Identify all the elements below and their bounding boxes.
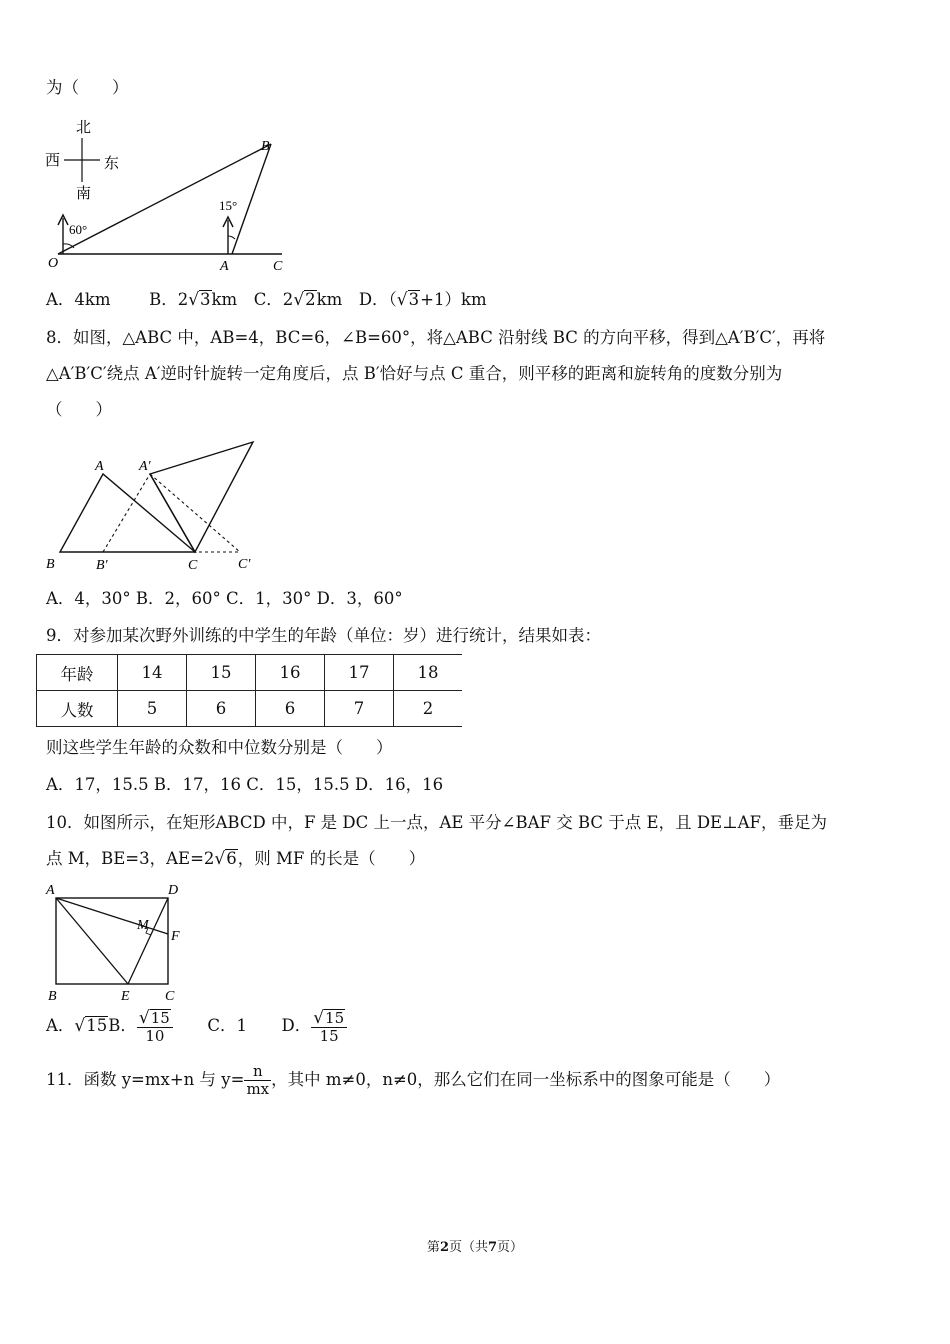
point-c-label: C <box>188 558 198 573</box>
q10-option-a: A．√15 <box>46 1016 108 1036</box>
q8-options: A．4，30° B．2，60° C．1，30° D．3，60° <box>46 589 403 608</box>
table-cell: 14 <box>118 655 187 691</box>
q10-option-d: D． $\frac{√15}{15}$ <box>281 1016 347 1035</box>
point-f-label: F <box>171 929 180 944</box>
table-cell: 17 <box>325 655 394 691</box>
q7-option-d: D．（√3+1）km <box>358 290 487 310</box>
point-a-label: A <box>220 259 229 274</box>
q10-option-b: B． $\frac{√15}{10}$ <box>108 1016 173 1035</box>
point-b-label: B <box>48 989 57 1004</box>
q8-line-2: △A′B′C′绕点 A′逆时针旋转一定角度后，点 B′恰好与点 C 重合，则平移的距离和旋转角的度数分别为 <box>46 364 783 383</box>
q8-line-3: （ ） <box>46 400 112 419</box>
point-c-label: C <box>165 989 175 1004</box>
q10-line-2: 点 M，BE=3，AE=2√6，则 MF 的长是（ ） <box>46 849 426 869</box>
q7-intro: 为（ ） <box>46 78 129 97</box>
triangle-a-prime-b-prime-c-prime <box>103 474 240 552</box>
page-footer: 第2页（共7页） <box>426 1240 524 1255</box>
table-cell: 16 <box>256 655 325 691</box>
q7-option-c: C．2√2km <box>253 290 343 310</box>
q7-option-a: A．4km <box>46 290 111 309</box>
q10-figure <box>40 880 190 1005</box>
point-a-label: A <box>95 459 104 474</box>
q10-line-1: 10．如图所示，在矩形ABCD 中，F 是 DC 上一点，AE 平分∠BAF 交 BC 于点 E，且 DE⊥AF，垂足为 <box>46 813 827 832</box>
point-o-label: O <box>48 256 59 271</box>
q8-line-1: 8．如图，△ABC 中，AB=4，BC=6，∠B=60°，将△ABC 沿射线 BC 的方向平移，得到△A′B′C′，再将 <box>46 328 826 347</box>
q7-option-b: B．2√3km <box>149 290 238 310</box>
triangle-abc <box>60 474 195 552</box>
point-c-label: C <box>273 259 283 274</box>
q9-options: A．17，15.5 B．17，16 C．15，15.5 D．16，16 <box>46 775 444 794</box>
triangle-rotated <box>150 442 253 552</box>
age-table <box>36 654 462 727</box>
compass-south: 南 <box>76 186 92 202</box>
point-d-label: D <box>168 883 179 898</box>
page-number: 2 <box>439 1240 449 1255</box>
q10-options <box>46 1006 347 1046</box>
angle-60-label: 60° <box>69 222 88 237</box>
point-a-prime-label: A′ <box>139 459 151 474</box>
q9-stem: 9．对参加某次野外训练的中学生的年龄（单位：岁）进行统计，结果如表： <box>46 626 601 645</box>
table-cell: 5 <box>118 691 187 727</box>
compass-icon <box>64 138 100 182</box>
q8-figure <box>40 434 270 574</box>
table-header-age: 年龄 <box>37 655 118 691</box>
q7-options <box>46 289 487 311</box>
page-total: 7 <box>488 1240 498 1255</box>
q7-figure <box>40 112 290 274</box>
table-header-count: 人数 <box>37 691 118 727</box>
table-row <box>37 655 463 691</box>
point-e-label: E <box>121 989 130 1004</box>
point-b-label: B <box>46 557 55 572</box>
point-b-label: B <box>261 139 270 154</box>
point-m-label: M <box>137 918 149 933</box>
table-cell: 18 <box>394 655 463 691</box>
table-row <box>37 691 463 727</box>
table-cell: 2 <box>394 691 463 727</box>
point-a-label: A <box>46 883 55 898</box>
q11-stem: 11．函数 y=mx+n 与 y= $\frac{n}{mx}$ ，其中 m≠0，n≠0，那么它们在同一坐标系中的图象可能是（ ） <box>46 1062 781 1098</box>
angle-15-label: 15° <box>219 198 238 213</box>
q9-question: 则这些学生年龄的众数和中位数分别是（ ） <box>46 738 393 757</box>
table-cell: 6 <box>187 691 256 727</box>
line-af <box>56 898 168 934</box>
compass-east: 东 <box>104 156 120 172</box>
rectangle-abcd <box>56 898 168 984</box>
compass-north: 北 <box>76 120 92 136</box>
point-c-prime-label: C′ <box>238 557 251 572</box>
table-cell: 15 <box>187 655 256 691</box>
table-cell: 7 <box>325 691 394 727</box>
table-cell: 6 <box>256 691 325 727</box>
compass-west: 西 <box>45 153 61 169</box>
line-de <box>128 898 168 984</box>
line-ae <box>56 898 128 984</box>
point-b-prime-label: B′ <box>96 558 108 573</box>
q10-option-c: C．1 <box>207 1016 247 1035</box>
